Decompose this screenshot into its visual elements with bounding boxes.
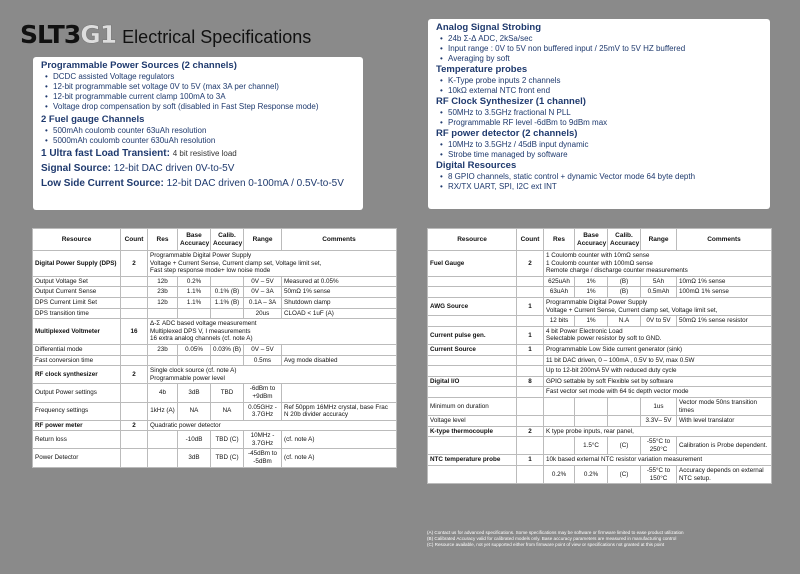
table-cell: 10mΩ 1% sense [677,276,772,287]
table-row [33,276,397,287]
resource-description: 4 bit Power Electronic Load Selectable power resistor by soft to GND. [544,326,772,344]
spec-heading [41,161,355,176]
resource-description: Programmable Digital Power Supply Voltage + Current Sense, Current clamp set, Voltage limit set, Fast step response mode+ low noise mode [148,251,397,277]
table-cell: TBD (C) [211,431,244,449]
table-cell [121,384,148,402]
spec-item: • Averaging by soft [448,54,762,64]
spec-item: • 5000mAh coulomb counter 630uAh resolution [53,136,355,146]
resource-count: 2 [121,366,148,384]
table-cell: Measured at 0.05% [282,276,397,287]
spec-item: • 500mAh coulomb counter 63uAh resolution [53,126,355,136]
spec-heading: Analog Signal Strobing [436,22,542,33]
table-cell: 3.3V– 5V [641,416,677,427]
resource-group-label: Digital I/O [428,376,517,387]
table-cell [148,449,178,467]
table-cell [428,316,517,327]
spec-item: • 12-bit programmable set voltage 0V to 5V (max 3A per channel) [53,82,355,92]
table-row [33,366,397,384]
table-header-row [428,229,772,251]
col-header: Range [641,229,677,251]
resource-description: Quadratic power detector [148,420,397,431]
table-row [33,297,397,308]
table-cell: 1% [575,316,608,327]
table-cell: 0.5ms [244,355,282,366]
resource-count: 2 [121,420,148,431]
table-cell [428,366,517,377]
table-row [33,355,397,366]
table-cell: 0.2% [178,276,211,287]
table-cell: N.A [608,316,641,327]
spec-list [436,172,762,192]
resource-count: 16 [121,319,148,345]
footnote: (A) Contact us for advanced specifications. Some specifications may be software or firmware limited to ease product utilization [427,530,684,535]
footnote: (B) Calibrated Accuracy valid for calibrated models only. Base accuracy parameters are measured in manufacturing control [427,536,677,541]
table-cell: (C) [608,466,641,484]
spec-list [41,72,355,112]
table-row [428,387,772,398]
table-row [428,437,772,455]
table-row [33,431,397,449]
resource-group-label: K-type thermocouple [428,426,517,437]
resource-description: GPIO settable by soft Flexible set by software [544,376,772,387]
table-cell: 1.1% [178,287,211,298]
table-cell: 1% [575,276,608,287]
table-cell: 4b [148,384,178,402]
col-header: Resource [428,229,517,251]
col-header: Resource [33,229,121,251]
table-cell: DPS Current Limit Set [33,297,121,308]
table-cell [178,308,211,319]
footnotes [427,530,772,548]
table-cell: NA [211,402,244,420]
col-header: Count [517,229,544,251]
table-cell [517,287,544,298]
resource-description: Fast vector set mode with 64 tic depth vector mode [544,387,772,398]
table-cell: 1.1% (B) [211,297,244,308]
table-cell [148,355,178,366]
table-cell [517,276,544,287]
spec-item: • Programmable RF level -6dBm to 9dBm max [448,118,762,128]
table-cell [121,449,148,467]
resource-count: 2 [121,251,148,277]
table-row [33,402,397,420]
resource-count: 1 [517,326,544,344]
table-cell: TBD [211,384,244,402]
table-row [428,251,772,277]
table-cell: 20us [244,308,282,319]
resource-description: 1 Coulomb counter with 10mΩ sense 1 Coulomb counter with 100mΩ sense Remote charge / discharge counter measurements [544,251,772,277]
table-cell [608,397,641,415]
spec-item: • 24b Σ-Δ ADC, 2kSa/sec [448,34,762,44]
table-cell [544,397,575,415]
table-cell [178,355,211,366]
table-row [428,326,772,344]
table-cell: (cf. note A) [282,431,397,449]
table-row [428,416,772,427]
col-header: Calib. Accuracy [211,229,244,251]
table-row [33,251,397,277]
table-header-row [33,229,397,251]
spec-heading: Temperature probes [436,64,528,75]
col-header: Comments [677,229,772,251]
table-row [428,344,772,355]
table-cell: -55°C to 250°C [641,437,677,455]
table-cell [121,402,148,420]
spec-value: 12-bit DAC driven 0V-to-5V [113,163,235,174]
resource-group-label: AWG Source [428,297,517,315]
table-cell: 23b [148,344,178,355]
table-cell: -6dBm to +9dBm [244,384,282,402]
table-cell [608,416,641,427]
spec-heading [41,146,355,161]
col-header: Base Accuracy [575,229,608,251]
spec-list [436,76,762,96]
table-cell: 5Ah [641,276,677,287]
table-cell: 1.5°C [575,437,608,455]
table-cell [282,344,397,355]
table-cell [517,416,544,427]
resource-description: 10k based external NTC resistor variation measurement [544,455,772,466]
table-cell: 63uAh [544,287,575,298]
table-cell [211,355,244,366]
table-cell: Differential mode [33,344,121,355]
spec-item: • 10kΩ external NTC front end [448,86,762,96]
resource-count: 1 [517,344,544,355]
right-spec-panel [428,19,770,209]
spec-item: • K-Type probe inputs 2 channels [448,76,762,86]
table-cell [121,344,148,355]
spec-note: 4 bit resistive load [172,149,237,158]
table-cell: 0.5mAh [641,287,677,298]
table-cell [428,287,517,298]
table-row [428,455,772,466]
col-header: Range [244,229,282,251]
left-spec-panel [33,57,363,210]
table-cell: 0.03% (B) [211,344,244,355]
spec-item: • DCDC assisted Voltage regulators [53,72,355,82]
spec-heading-text: Low Side Current Source: [41,178,164,189]
table-cell: Voltage level [428,416,517,427]
table-cell [428,355,517,366]
col-header: Res [544,229,575,251]
resource-group-label: RF power meter [33,420,121,431]
table-row [428,316,772,327]
table-row [33,287,397,298]
resource-count: 2 [517,426,544,437]
resource-description: Δ-Σ ADC based voltage measurement Multiplexed DPS V, I measurements 16 extra analog channels (cf. note A) [148,319,397,345]
table-cell: Shutdown clamp [282,297,397,308]
spec-list [436,34,762,64]
table-cell: 10MHz - 3.7GHz [244,431,282,449]
table-cell: Accuracy depends on external NTC setup. [677,466,772,484]
spec-item: • Strobe time managed by software [448,150,762,160]
table-cell: 100mΩ 1% sense [677,287,772,298]
table-cell: 0V – 3A [244,287,282,298]
table-cell [148,431,178,449]
spec-item: • 12-bit programmable current clamp 100mA to 3A [53,92,355,102]
resource-description: Up to 12-bit 200mA 5V with reduced duty cycle [544,366,772,377]
table-cell: 0.1% (B) [211,287,244,298]
spec-list [436,108,762,128]
table-cell: Vector mode 50ns transition times [677,397,772,415]
table-cell: -10dB [178,431,211,449]
table-cell: (C) [608,437,641,455]
table-cell: 23b [148,287,178,298]
resource-group-label: RF clock synthesizer [33,366,121,384]
table-row [33,344,397,355]
title-text: Electrical Specifications [122,27,312,47]
table-cell [121,308,148,319]
col-header: Comments [282,229,397,251]
table-row [33,384,397,402]
table-cell: -45dBm to -5dBm [244,449,282,467]
table-cell [121,297,148,308]
resource-description: Single clock source (cf. note A) Programmable power level [148,366,397,384]
spec-item: • 10MHz to 3.5GHz / 45dB input dynamic [448,140,762,150]
table-cell: Avg mode disabled [282,355,397,366]
table-cell: Frequency settings [33,402,121,420]
table-cell [211,276,244,287]
title-prefix: SLT3 [20,20,81,49]
col-header: Calib. Accuracy [608,229,641,251]
table-cell: CLOAD < 1uF (A) [282,308,397,319]
spec-heading: Digital Resources [436,160,517,171]
table-cell [517,316,544,327]
table-cell [428,437,517,455]
table-row [33,420,397,431]
table-cell: (B) [608,287,641,298]
resource-group-label: Current pulse gen. [428,326,517,344]
table-cell: (cf. note A) [282,449,397,467]
table-cell [211,308,244,319]
table-cell [282,384,397,402]
table-row [428,366,772,377]
footnote: (C) Resource available, not yet supported either from firmware point of view or specifications not granted at this point [427,542,665,547]
table-cell: 0.2% [575,466,608,484]
spec-heading-text: Signal Source: [41,163,112,174]
resource-group-label: Digital Power Supply (DPS) [33,251,121,277]
resource-count: 1 [517,455,544,466]
table-cell: With level translator [677,416,772,427]
table-cell: (B) [608,276,641,287]
table-cell: 50mΩ 1% sense resistor [677,316,772,327]
spec-heading [41,176,355,191]
table-cell [121,276,148,287]
spec-item: • Voltage drop compensation by soft (disabled in Fast Step Response mode) [53,102,355,112]
table-cell: Output Power settings [33,384,121,402]
table-cell [517,366,544,377]
resource-group-label: Multiplexed Voltmeter [33,319,121,345]
col-header: Res [148,229,178,251]
table-cell: 1us [641,397,677,415]
table-cell [575,416,608,427]
spec-heading: RF power detector (2 channels) [436,128,578,139]
table-cell [517,397,544,415]
table-cell: NA [178,402,211,420]
table-cell: Return loss [33,431,121,449]
spec-item: • RX/TX UART, SPI, I2C ext INT [448,182,762,192]
table-cell [544,416,575,427]
table-cell [148,308,178,319]
table-cell: 1.1% [178,297,211,308]
table-cell: 0.2% [544,466,575,484]
table-cell: 0.05% [178,344,211,355]
table-cell [121,287,148,298]
resource-count: 8 [517,376,544,387]
table-cell: TBD (C) [211,449,244,467]
spec-item: • 50MHz to 3.5GHz fractional N PLL [448,108,762,118]
spec-list [436,140,762,160]
table-cell: 0V – 5V [244,276,282,287]
table-cell: 0.05GHz - 3.7GHz [244,402,282,420]
col-header: Base Accuracy [178,229,211,251]
table-cell: Ref 50ppm 16MHz crystal, base Frac N 20b divider accuracy [282,402,397,420]
spec-heading-text: 1 Ultra fast Load Transient: [41,148,170,159]
spec-item: • 8 GPIO channels, static control + dynamic Vector mode 64 byte depth [448,172,762,182]
spec-list [41,126,355,146]
table-cell: 625uAh [544,276,575,287]
left-spec-table [32,228,397,468]
table-cell: 12b [148,297,178,308]
table-cell: 12 bits [544,316,575,327]
table-row [428,276,772,287]
page-title [20,20,311,49]
table-cell: 3dB [178,449,211,467]
resource-count: 2 [517,251,544,277]
resource-group-label: NTC temperature probe [428,455,517,466]
resource-description: K type probe inputs, rear panel, [544,426,772,437]
table-cell [575,397,608,415]
table-row [428,397,772,415]
table-cell: -55°C to 150°C [641,466,677,484]
table-cell: 0V to 5V [641,316,677,327]
table-cell: 0V – 5V [244,344,282,355]
spec-item: • Input range : 0V to 5V non buffered input / 25mV to 5V HZ buffered [448,44,762,54]
table-cell [517,466,544,484]
resource-group-label: Current Source [428,344,517,355]
spec-heading: Programmable Power Sources (2 channels) [41,60,237,71]
table-cell [428,466,517,484]
table-row [428,426,772,437]
table-cell: Fast conversion time [33,355,121,366]
table-cell [517,355,544,366]
right-spec-table [427,228,772,484]
table-cell: Output Voltage Set [33,276,121,287]
resource-count: 1 [517,297,544,315]
table-row [428,287,772,298]
table-cell [517,437,544,455]
table-row [33,449,397,467]
table-cell: 50mΩ 1% sense [282,287,397,298]
table-cell: Minimum on duration [428,397,517,415]
table-cell [428,276,517,287]
spec-value: 12-bit DAC driven 0-100mA / 0.5V-to-5V [166,178,344,189]
title-accent: G1 [80,20,117,49]
table-row [428,297,772,315]
table-row [428,376,772,387]
table-cell: Calibration is Probe dependent. [677,437,772,455]
resource-group-label: Fuel Gauge [428,251,517,277]
table-row [428,466,772,484]
table-cell [121,431,148,449]
table-cell: 1% [575,287,608,298]
resource-description: 11 bit DAC driven, 0 – 100mA , 0.5V to 5V, max 0.5W [544,355,772,366]
table-cell: DPS transition time [33,308,121,319]
table-row [428,355,772,366]
table-cell: 1kHz (A) [148,402,178,420]
spec-heading: 2 Fuel gauge Channels [41,114,145,125]
table-cell: 12b [148,276,178,287]
table-row [33,319,397,345]
table-cell [121,355,148,366]
resource-description: Programmable Digital Power Supply Voltage + Current Sense, Current clamp set, Voltage limit set, [544,297,772,315]
resource-description: Programmable Low Side current generator (sink) [544,344,772,355]
spec-heading: RF Clock Synthesizer (1 channel) [436,96,586,107]
table-cell [428,387,517,398]
table-cell [517,387,544,398]
col-header: Count [121,229,148,251]
table-cell: 0.1A – 3A [244,297,282,308]
table-row [33,308,397,319]
table-cell: Power Detector [33,449,121,467]
table-cell [544,437,575,455]
table-cell: 3dB [178,384,211,402]
table-cell: Output Current Sense [33,287,121,298]
